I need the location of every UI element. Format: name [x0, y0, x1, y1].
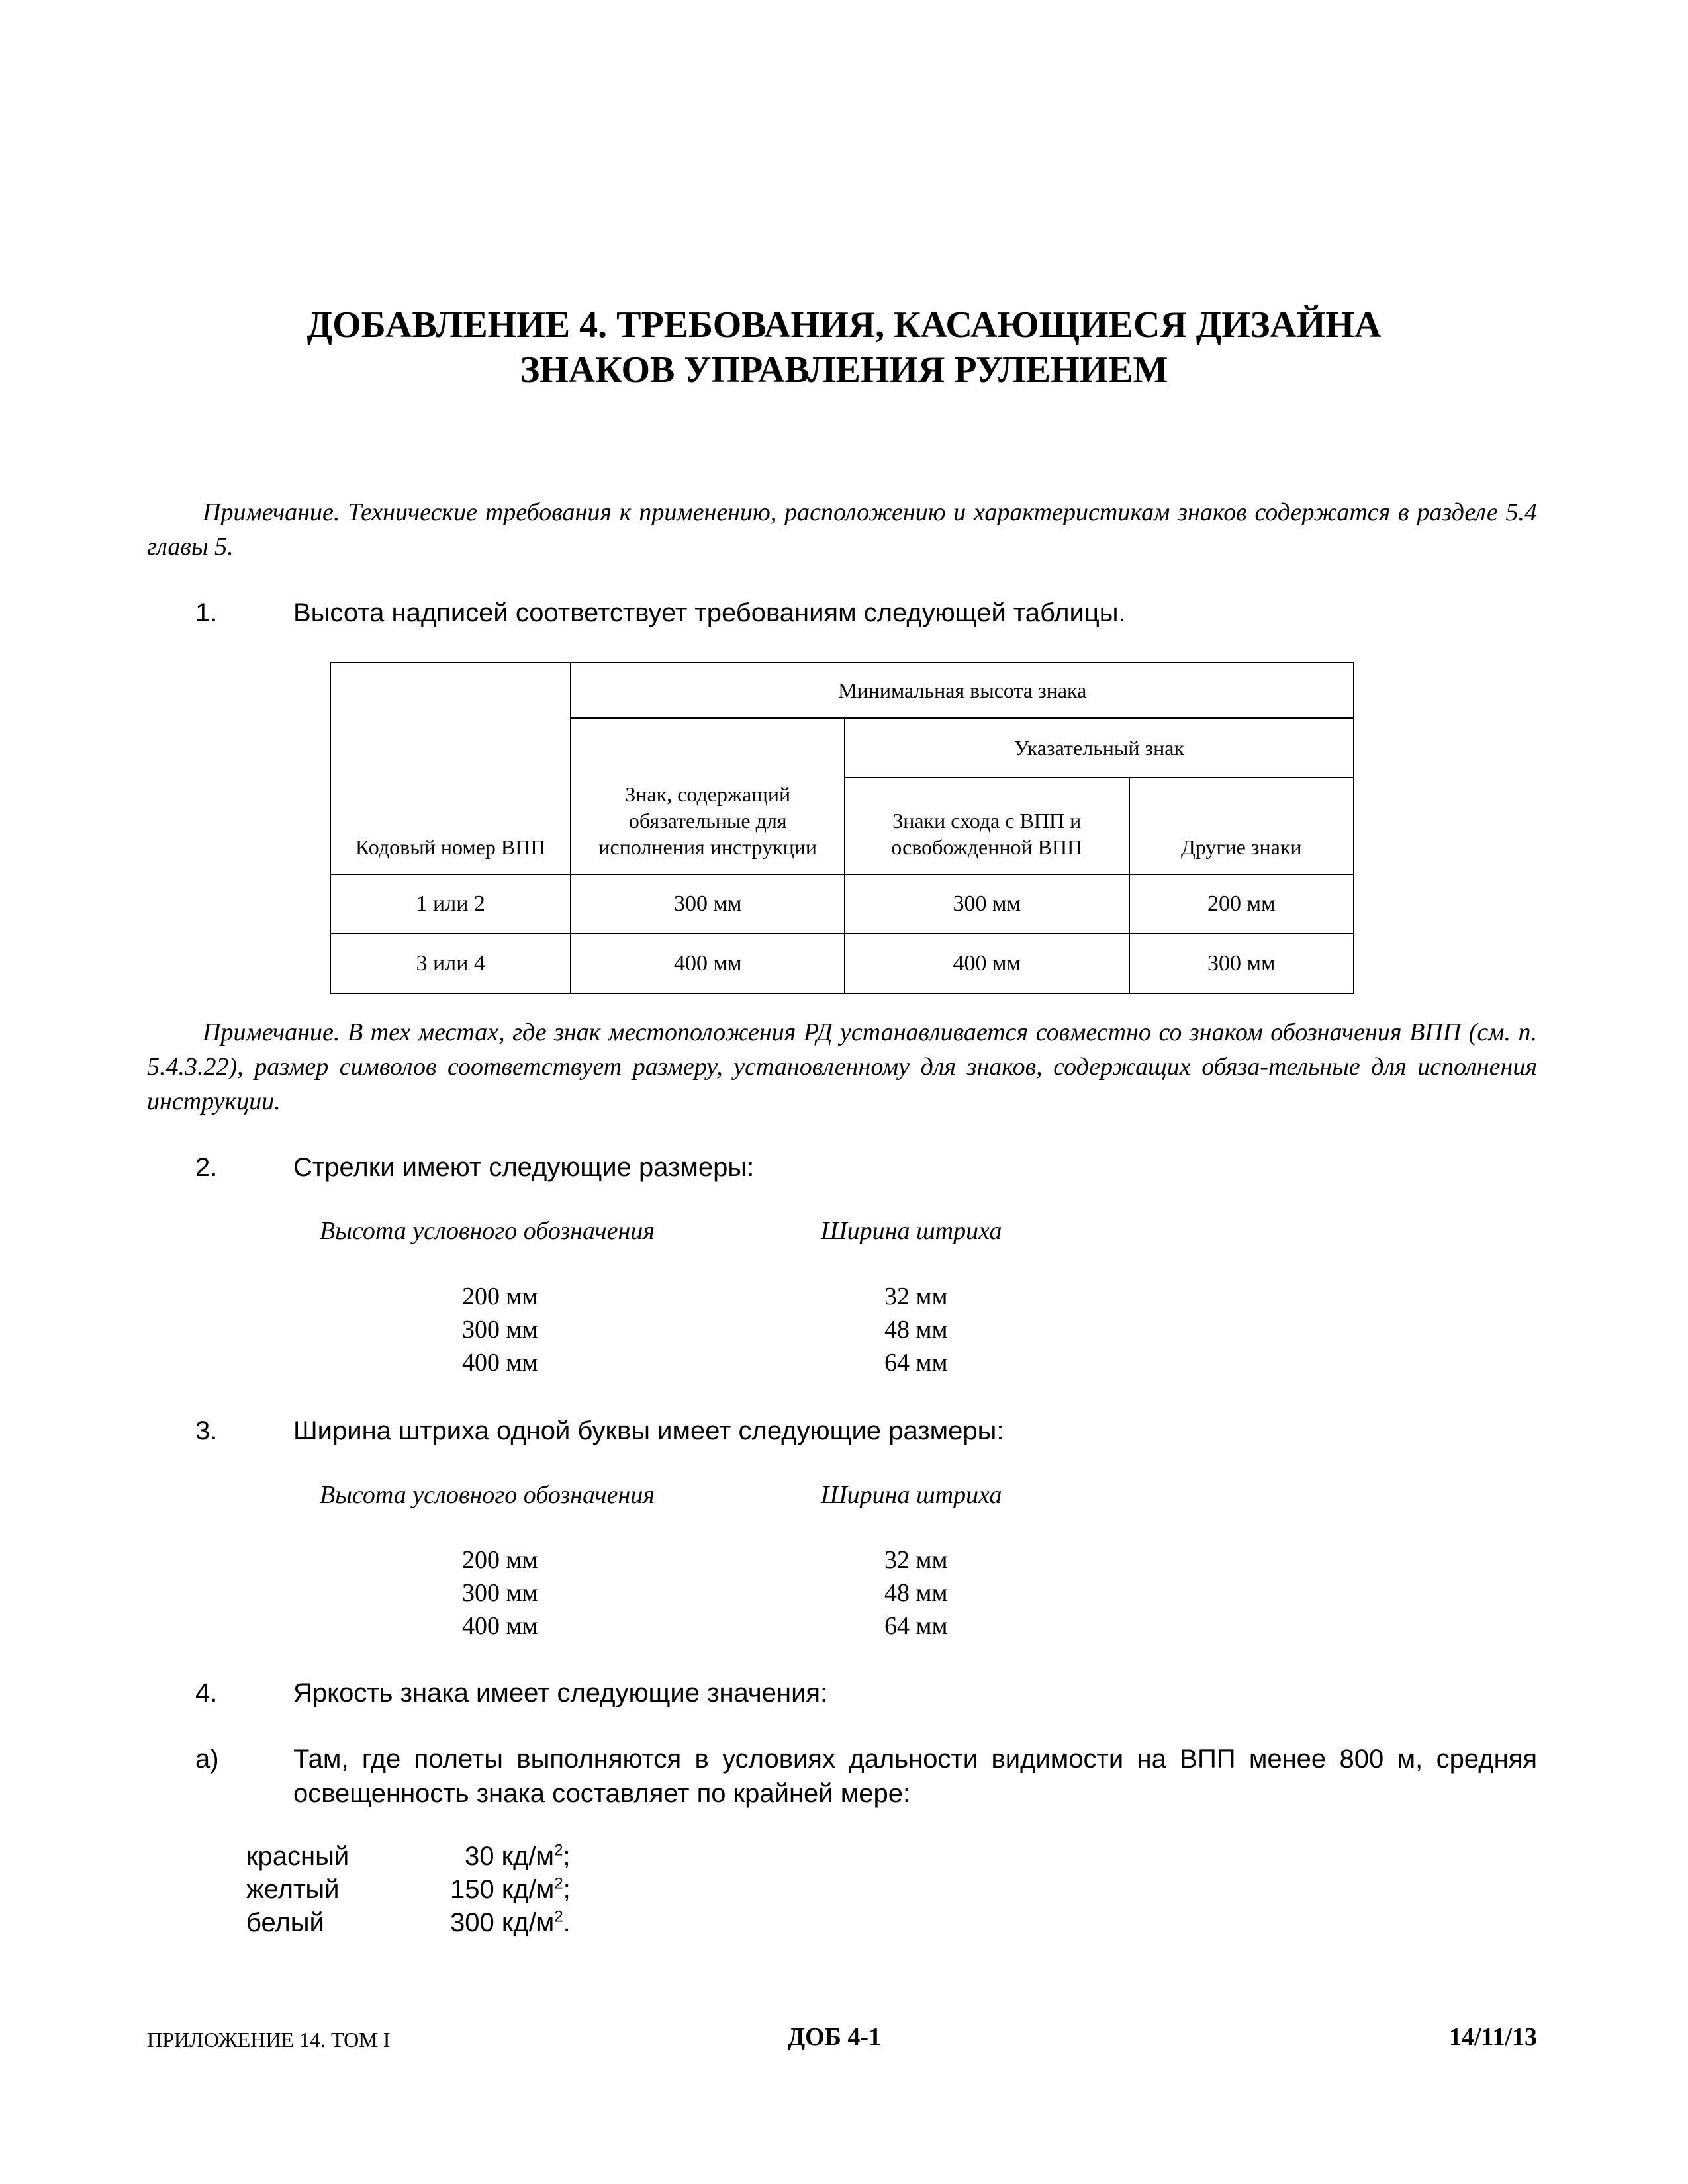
item-4-number: 4. [195, 1678, 218, 1707]
item-4a-label: a) [195, 1745, 219, 1774]
lum-color-white: белый [246, 1908, 324, 1937]
lum-value-red-text: 30 кд/м [465, 1842, 555, 1871]
item-3-text: Ширина штриха одной буквы имеет следующие размеры: [293, 1416, 1004, 1445]
arrows-col-height-header: Высота условного обозначения [320, 1217, 655, 1245]
letters-col-width-header: Ширина штриха [821, 1481, 1002, 1509]
note-2-text: Примечание. В тех местах, где знак местоположения РД устанавливается совместно со знаком обозначения ВПП (см. п. 5.4.3.22), размер символов соответствует размеру, установленному для знаков, содержащих обяза-тельные для исполнения инструкции. [147, 1019, 1537, 1115]
item-4a [195, 1742, 1537, 1811]
arrows-width-64: 64 мм [884, 1349, 948, 1377]
letters-height-300: 300 мм [462, 1579, 538, 1607]
min-height-table [330, 662, 1354, 994]
header-min-height: Минимальная высота знака [571, 662, 1354, 718]
lum-value-red-end: ; [563, 1842, 571, 1871]
letters-col-height-header: Высота условного обозначения [320, 1481, 655, 1509]
cell-code: 1 или 2 [330, 874, 571, 934]
item-3 [195, 1414, 1519, 1448]
cell-other: 300 мм [1129, 934, 1354, 993]
letters-width-48: 48 мм [884, 1579, 948, 1607]
table-row [330, 874, 1354, 934]
note-2 [147, 1015, 1537, 1118]
item-2-text: Стрелки имеют следующие размеры: [293, 1153, 755, 1182]
lum-value-white-exp: 2 [554, 1907, 563, 1926]
item-2-number: 2. [195, 1153, 218, 1182]
arrows-height-200: 200 мм [462, 1283, 538, 1310]
cell-exit: 400 мм [845, 934, 1129, 993]
footer-right: 14/11/13 [1448, 2023, 1537, 2051]
item-1-text: Высота надписей соответствует требованиям следующей таблицы. [293, 598, 1126, 627]
lum-value-white [450, 1906, 571, 1939]
header-mandatory: Знак, содержащий обязательные для исполнения инструкции [571, 718, 845, 874]
item-4-text: Яркость знака имеет следующие значения: [293, 1678, 828, 1707]
letters-height-400: 400 мм [462, 1612, 538, 1640]
note-1-text: Примечание. Технические требования к применению, расположению и характеристикам знаков содержатся в разделе 5.4 главы 5. [147, 498, 1537, 561]
item-3-number: 3. [195, 1416, 218, 1445]
cell-exit: 300 мм [845, 874, 1129, 934]
item-1-number: 1. [195, 598, 218, 627]
letters-height-200: 200 мм [462, 1546, 538, 1574]
arrows-height-400: 400 мм [462, 1349, 538, 1377]
arrows-width-48: 48 мм [884, 1316, 948, 1343]
lum-value-white-end: . [563, 1908, 571, 1937]
letters-width-32: 32 мм [884, 1546, 948, 1574]
header-other: Другие знаки [1129, 778, 1354, 874]
arrows-height-300: 300 мм [462, 1316, 538, 1343]
page-title-line-2: ЗНАКОВ УПРАВЛЕНИЯ РУЛЕНИЕМ [520, 349, 1168, 390]
lum-value-red [465, 1840, 571, 1873]
page-title-line-1: ДОБАВЛЕНИЕ 4. ТРЕБОВАНИЯ, КАСАЮЩИЕСЯ ДИЗАЙНА [306, 304, 1382, 345]
note-1 [147, 495, 1537, 564]
arrows-col-width-header: Ширина штриха [821, 1217, 1002, 1245]
footer-center: ДОБ 4-1 [788, 2023, 881, 2051]
lum-value-yellow [450, 1873, 571, 1906]
lum-value-yellow-end: ; [563, 1875, 571, 1904]
cell-other: 200 мм [1129, 874, 1354, 934]
table-row [330, 934, 1354, 993]
lum-color-yellow: желтый [246, 1875, 340, 1904]
footer-left: ПРИЛОЖЕНИЕ 14. ТОМ I [147, 2028, 391, 2052]
cell-code: 3 или 4 [330, 934, 571, 993]
cell-mandatory: 400 мм [571, 934, 845, 993]
item-2 [195, 1150, 1519, 1185]
header-exit: Знаки схода с ВПП и освобожденной ВПП [845, 778, 1129, 874]
lum-value-yellow-text: 150 кд/м [450, 1875, 555, 1904]
cell-mandatory: 300 мм [571, 874, 845, 934]
letters-width-64: 64 мм [884, 1612, 948, 1640]
item-4 [195, 1676, 1519, 1710]
header-direction: Указательный знак [845, 718, 1354, 778]
lum-value-yellow-exp: 2 [554, 1874, 563, 1893]
lum-color-red: красный [246, 1842, 350, 1871]
item-4a-text: Там, где полеты выполняются в условиях дальности видимости на ВПП менее 800 м, средняя освещенность знака составляет по крайней мере: [293, 1745, 1537, 1808]
lum-value-white-text: 300 кд/м [450, 1908, 555, 1937]
header-code: Кодовый номер ВПП [330, 662, 571, 874]
lum-value-red-exp: 2 [554, 1841, 563, 1860]
item-1 [195, 596, 1519, 630]
arrows-width-32: 32 мм [884, 1283, 948, 1310]
